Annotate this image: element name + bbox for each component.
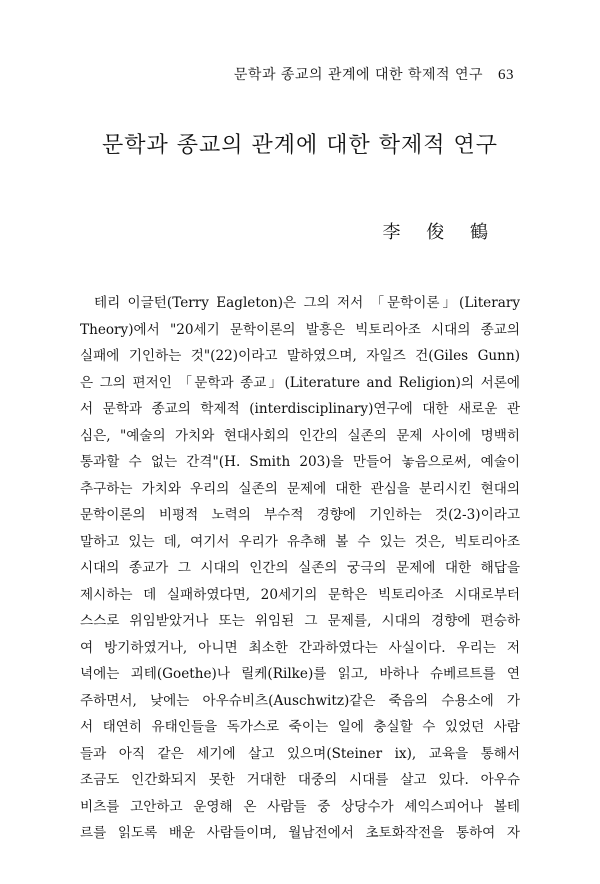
body-line: 말하고 있는 데, 여기서 우리가 유추해 볼 수 있는 것은, 빅토리아조 bbox=[80, 533, 520, 550]
body-line: Theory)에서 "20세기 문학이론의 발흥은 빅토리아조 시대의 종교의 bbox=[80, 321, 520, 338]
body-line: 들과 아직 같은 세기에 살고 있으며(Steiner ix), 교육을 통해서 bbox=[80, 745, 520, 762]
running-header bbox=[234, 64, 514, 84]
body-line: 비츠를 고안하고 운영해 온 사람들 중 상당수가 셰익스피어나 볼테 bbox=[80, 798, 520, 815]
body-line: 추구하는 가치와 우리의 실존의 문제에 대한 관심을 분리시킨 현대의 bbox=[80, 480, 520, 497]
body-line: 르를 읽도록 배운 사람들이며, 월남전에서 초토화작전을 통하여 자 bbox=[80, 825, 520, 841]
author-name: 李 俊 鶴 bbox=[382, 222, 498, 243]
running-title: 문학과 종교의 관계에 대한 학제적 연구 bbox=[233, 67, 484, 83]
body-text bbox=[80, 290, 520, 847]
article-title: 문학과 종교의 관계에 대한 학제적 연구 bbox=[102, 133, 498, 158]
body-line: 조금도 인간화되지 못한 거대한 대중의 시대를 살고 있다. 아우슈 bbox=[80, 772, 520, 788]
body-line: 스스로 위임받았거나 또는 위임된 그 문제를, 시대의 경향에 편승하 bbox=[80, 613, 520, 629]
body-line: 주하면서, 낮에는 아우슈비츠(Auschwitz)같은 죽음의 수용소에 가 bbox=[80, 692, 520, 709]
body-line: 통과할 수 없는 간격"(H. Smith 203)을 만들어 놓음으로써, 예술이 bbox=[80, 454, 520, 470]
body-line: 서 문학과 종교의 학제적 (interdisciplinary)연구에 대한 새로운 관 bbox=[80, 401, 520, 417]
body-line: 심은, "예술의 가치와 현대사회의 인간의 실존의 문제 사이에 명백히 bbox=[80, 427, 520, 444]
body-line: 시대의 종교가 그 시대의 인간의 실존의 궁극의 문제에 대한 해답을 bbox=[80, 560, 520, 576]
body-line: 실패에 기인하는 것"(22)이라고 말하였으며, 자일즈 건(Giles Gunn) bbox=[80, 348, 520, 364]
body-line: 서 태연히 유태인들을 독가스로 죽이는 일에 충실할 수 있었던 사람 bbox=[80, 719, 520, 735]
body-line: 제시하는 데 실패하였다면, 20세기의 문학은 빅토리아조 시대로부터 bbox=[80, 586, 520, 603]
page-number: 63 bbox=[498, 67, 514, 83]
body-line: 녁에는 괴테(Goethe)나 릴케(Rilke)를 읽고, 바하나 슈베르트를 연 bbox=[80, 666, 520, 682]
body-line: 여 방기하였거나, 아니면 최소한 간과하였다는 사실이다. 우리는 저 bbox=[80, 639, 520, 656]
body-line: 은 그의 편저인 「문학과 종교」(Literature and Religion)의 서론에 bbox=[80, 374, 520, 391]
body-line: 문학이론의 비평적 노력의 부수적 경향에 기인하는 것(2-3)이라고 bbox=[80, 507, 520, 523]
body-line: 테리 이글턴(Terry Eagleton)은 그의 저서 「문학이론」(Literary bbox=[94, 295, 520, 311]
